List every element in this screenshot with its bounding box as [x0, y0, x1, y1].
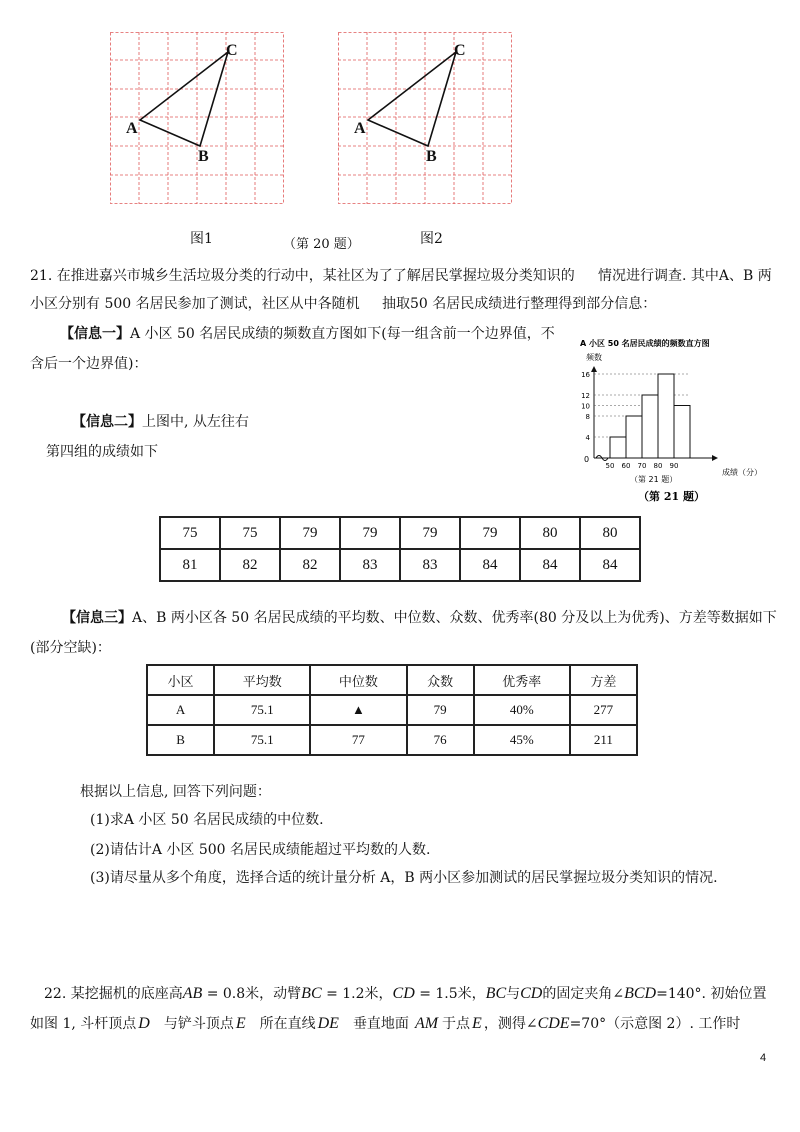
var-bcd: BCD: [624, 985, 657, 1002]
origin-label: 0: [584, 455, 590, 464]
x-tick-label: 50: [605, 462, 615, 470]
var-e: E: [235, 1015, 246, 1032]
table-header: 小区: [147, 665, 214, 695]
q22-text: 米，动臂: [245, 986, 302, 1002]
q21-line1: 21. 在推进嘉兴市城乡生活垃圾分类的行动中，某社区为了了解居民掌握垃圾分类知识的: [30, 268, 575, 284]
q22-text: ，测得∠: [483, 1016, 538, 1032]
table-row: [160, 517, 640, 549]
info1-line: [60, 324, 555, 344]
table-header: 平均数: [214, 665, 310, 695]
triangle-abc: [368, 52, 456, 146]
table-cell: 83: [400, 549, 460, 581]
var-e2: E: [472, 1015, 482, 1032]
info1-text: A 小区 50 名居民成绩的频数直方图如下(每一组含前一个边界值，不: [130, 326, 555, 342]
q22-text: 的固定夹角∠: [542, 986, 625, 1002]
info1-tag: 【信息一】: [60, 326, 130, 342]
histogram-bar: [626, 416, 642, 458]
table-header: 优秀率: [474, 665, 570, 695]
x-tick-label: 70: [637, 462, 647, 470]
var-bc: BC: [301, 985, 322, 1002]
table-cell: 84: [520, 549, 580, 581]
table-cell: 76: [407, 725, 474, 755]
x-tick-label: 90: [669, 462, 679, 470]
y-tick-label: 12: [581, 392, 590, 400]
fig2-label-b: B: [426, 148, 437, 165]
table-cell: 80: [520, 517, 580, 549]
var-am: AM: [414, 1015, 439, 1032]
q21-line2: 小区分别有 500 名居民参加了测试，社区从中各随机: [30, 296, 360, 312]
table-cell: ▲: [310, 695, 406, 725]
x-axis-arrow: [712, 455, 718, 461]
q22-text: 米，: [457, 986, 486, 1002]
table-cell: 77: [310, 725, 406, 755]
histogram-bar: [610, 437, 626, 458]
table-header: 中位数: [310, 665, 406, 695]
table-cell: 40%: [474, 695, 570, 725]
q22-text: 米，: [364, 986, 393, 1002]
fig2-label-a: A: [354, 120, 366, 137]
table-cell: 82: [220, 549, 280, 581]
info3-text: A、B 两小区各 50 名居民成绩的平均数、中位数、众数、优秀率(80 分及以上为优秀)、方差等数据如下: [132, 610, 777, 626]
info3-tag: 【信息三】: [62, 610, 132, 626]
triangle-abc: [140, 52, 228, 146]
info2-tag: 【信息二】: [72, 414, 142, 430]
fig1-label-b: B: [198, 148, 209, 165]
q20-caption: （第 20 题）: [283, 237, 360, 252]
y-tick-label: 16: [581, 371, 590, 379]
table-cell: 82: [280, 549, 340, 581]
grid: [338, 32, 512, 204]
x-tick-label: 60: [621, 462, 631, 470]
info2-line: [72, 412, 249, 432]
q21-line1b: 情况进行调查. 其中A、B 两: [598, 268, 772, 284]
table-cell: B: [147, 725, 214, 755]
table-header: 方差: [570, 665, 637, 695]
var-cd2: CD: [520, 985, 543, 1002]
fig1-label-c: C: [226, 42, 238, 59]
x-tick-label: 80: [653, 462, 663, 470]
histogram-bar: [658, 374, 674, 458]
y-tick-label: 4: [585, 434, 590, 442]
fourth-group-table: [159, 516, 641, 582]
info2-line2: 第四组的成绩如下: [46, 444, 158, 460]
table-cell: 80: [580, 517, 640, 549]
q22-text: 垂直地面: [352, 1016, 409, 1032]
y-axis-label: 频数: [586, 353, 602, 362]
table-header: 众数: [407, 665, 474, 695]
var-d: D: [138, 1015, 150, 1032]
q21-question-1: (1)求A 小区 50 名居民成绩的中位数.: [90, 812, 324, 828]
table-cell: 45%: [474, 725, 570, 755]
table-cell: 81: [160, 549, 220, 581]
q22-text: = 0.8: [202, 986, 246, 1002]
page-number: 4: [760, 1052, 767, 1064]
q22-text: 与铲斗顶点: [163, 1016, 234, 1032]
q22-text: 如图 1, 斗杆顶点: [30, 1016, 137, 1032]
y-tick-label: 10: [581, 402, 590, 411]
fig2-label-c: C: [454, 42, 466, 59]
info2-text: 上图中, 从左往右: [142, 414, 249, 430]
table-cell: 79: [460, 517, 520, 549]
grid: [110, 32, 284, 204]
table-cell: 277: [570, 695, 637, 725]
table-header-row: [147, 665, 637, 695]
q21-prompt: 根据以上信息, 回答下列问题：: [80, 784, 271, 800]
fig1-caption: 图1: [190, 231, 213, 247]
stats-table: [146, 664, 638, 756]
q22-text: =140°: [656, 986, 702, 1002]
q22-line1: [44, 984, 766, 1004]
chart-caption-outer: （第 21 题）: [638, 490, 705, 503]
q22-text: =70°（示意图 2）. 工作时: [569, 1016, 741, 1032]
q22-text: . 初始位置: [701, 986, 767, 1002]
table-row: [147, 695, 637, 725]
q22-text: 于点: [442, 1016, 471, 1032]
info3-line2: (部分空缺)：: [30, 640, 111, 656]
var-cde: CDE: [537, 1015, 570, 1032]
table-cell: 84: [580, 549, 640, 581]
chart-caption: （第 21 题）: [630, 475, 678, 484]
table-cell: A: [147, 695, 214, 725]
table-row: [147, 725, 637, 755]
var-de: DE: [317, 1015, 339, 1032]
table-row: [160, 549, 640, 581]
fig2-caption: 图2: [420, 231, 443, 247]
table-cell: 79: [280, 517, 340, 549]
var-cd: CD: [392, 985, 415, 1002]
histogram-chart: [572, 330, 772, 506]
table-cell: 79: [407, 695, 474, 725]
table-cell: 75: [220, 517, 280, 549]
histogram-bar: [674, 406, 690, 459]
q22-line2: [30, 1014, 740, 1034]
table-cell: 84: [460, 549, 520, 581]
table-cell: 75.1: [214, 725, 310, 755]
table-cell: 211: [570, 725, 637, 755]
q22-text: = 1.5: [414, 986, 458, 1002]
var-bc2: BC: [485, 985, 507, 1002]
q22-text: 与: [506, 986, 521, 1002]
q21-line2b: 抽取50 名居民成绩进行整理得到部分信息：: [382, 296, 657, 312]
q22-text: 22. 某挖掘机的底座高: [44, 986, 183, 1002]
var-ab: AB: [182, 985, 203, 1002]
table-cell: 75: [160, 517, 220, 549]
histogram-bar: [642, 395, 658, 458]
q22-text: 所在直线: [259, 1016, 316, 1032]
table-cell: 79: [340, 517, 400, 549]
chart-title: A 小区 50 名居民成绩的频数直方图: [580, 339, 710, 348]
table-cell: 75.1: [214, 695, 310, 725]
table-cell: 83: [340, 549, 400, 581]
q21-question-2: (2)请估计A 小区 500 名居民成绩能超过平均数的人数.: [90, 842, 431, 858]
fig1-label-a: A: [126, 120, 138, 137]
y-tick-label: 8: [585, 413, 590, 421]
x-axis-label: 成绩（分）: [722, 468, 762, 477]
info3-line: [62, 608, 777, 628]
info1-line2: 含后一个边界值)：: [30, 356, 148, 372]
q22-text: = 1.2: [321, 986, 365, 1002]
table-cell: 79: [400, 517, 460, 549]
q21-question-3: (3)请尽量从多个角度，选择合适的统计量分析 A，B 两小区参加测试的居民掌握垃圾分类知识的情况.: [90, 870, 718, 886]
y-axis-arrow: [591, 366, 597, 372]
